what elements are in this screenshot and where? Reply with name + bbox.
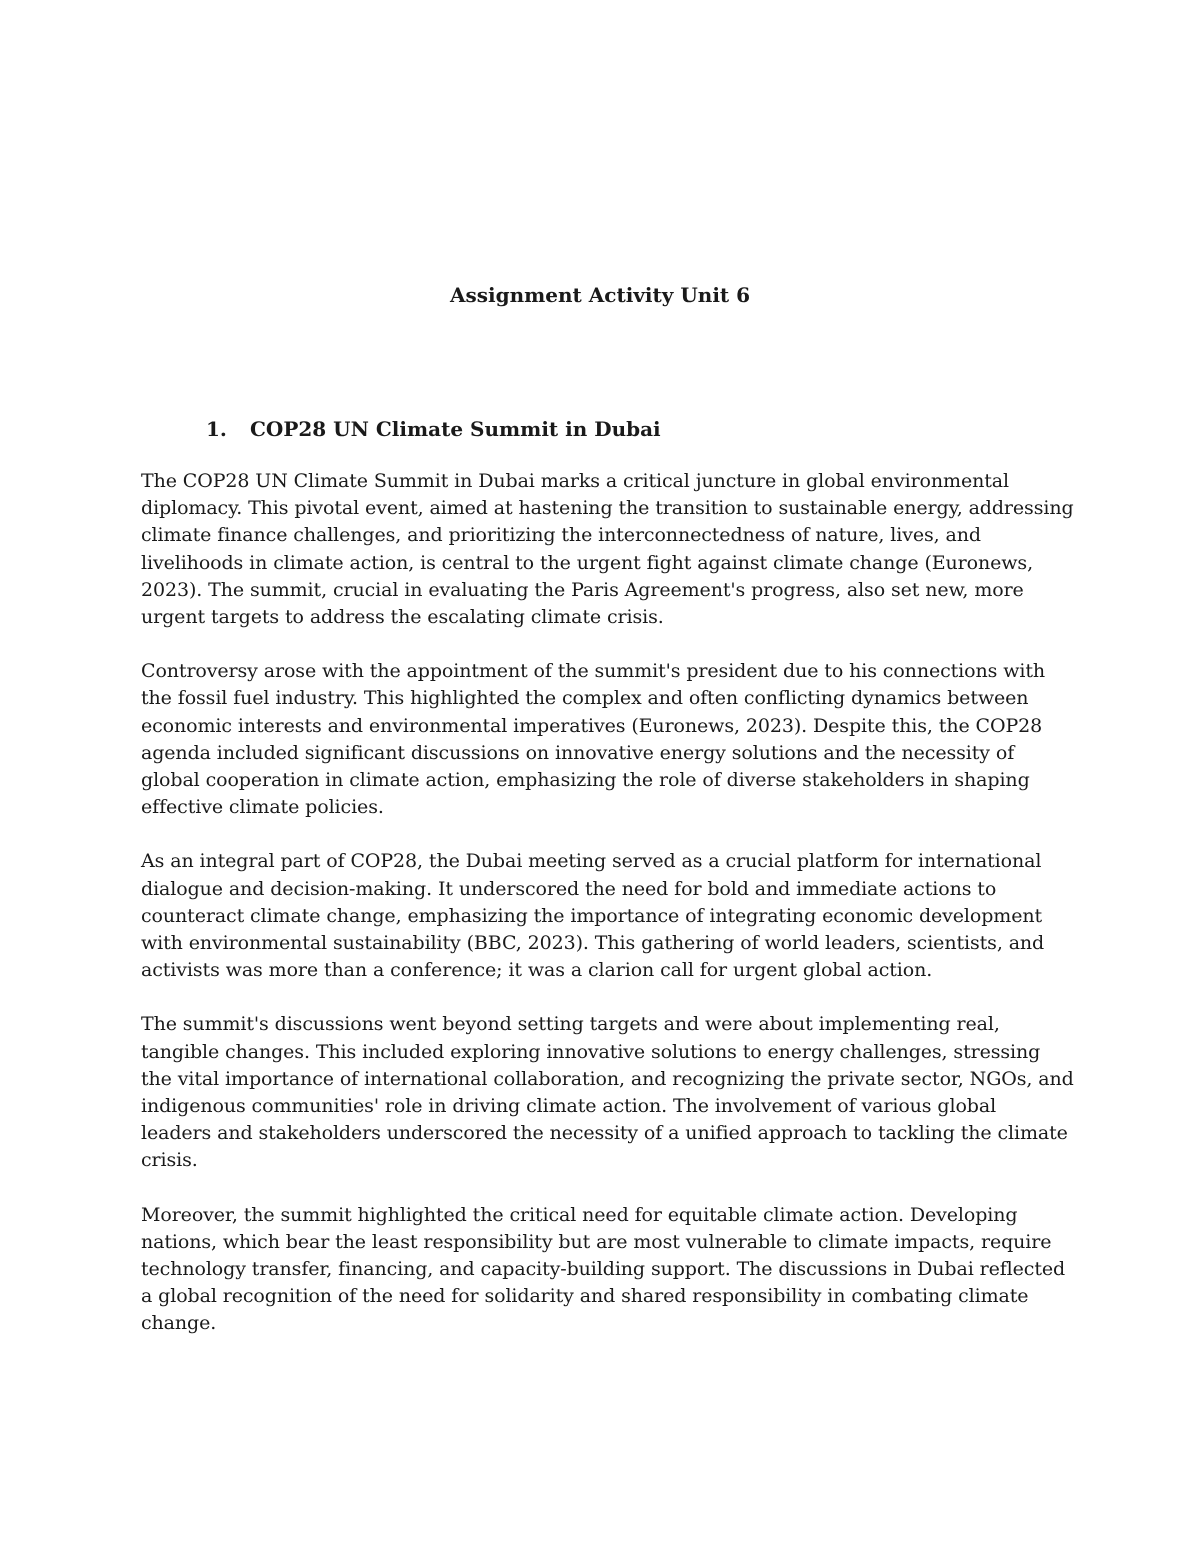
paragraph-line: change. bbox=[141, 1312, 217, 1335]
paragraph bbox=[141, 848, 1071, 984]
paragraph bbox=[141, 658, 1071, 821]
paragraph bbox=[141, 468, 1074, 631]
paragraph-line: livelihoods in climate action, is central to the urgent fight against climate change (Euronews, bbox=[141, 551, 1034, 574]
paragraph-line: economic interests and environmental imperatives (Euronews, 2023). Despite this, the COP28 bbox=[141, 714, 1043, 737]
paragraph-line: The COP28 UN Climate Summit in Dubai marks a critical juncture in global environmental bbox=[141, 470, 1009, 492]
paragraph-line: climate finance challenges, and prioritizing the interconnectedness of nature, lives, and bbox=[141, 524, 981, 547]
paragraph-line: Controversy arose with the appointment of the summit's president due to his connections with bbox=[141, 660, 1046, 683]
paragraph-line: crisis. bbox=[141, 1149, 198, 1172]
paragraph-line: indigenous communities' role in driving climate action. The involvement of various global bbox=[141, 1095, 997, 1118]
paragraph-line: The summit's discussions went beyond setting targets and were about implementing real, bbox=[141, 1013, 1000, 1036]
paragraph-line: activists was more than a conference; it was a clarion call for urgent global action. bbox=[141, 959, 933, 982]
paragraph-line: a global recognition of the need for solidarity and shared responsibility in combating climate bbox=[141, 1285, 1029, 1308]
paragraph-line: dialogue and decision-making. It underscored the need for bold and immediate actions to bbox=[141, 877, 997, 900]
body-text bbox=[141, 468, 1074, 1365]
section-number: 1. bbox=[206, 417, 227, 441]
paragraph-line: Moreover, the summit highlighted the critical need for equitable climate action. Developing bbox=[141, 1203, 1018, 1226]
section-title: COP28 UN Climate Summit in Dubai bbox=[250, 417, 661, 441]
paragraph-line: the vital importance of international collaboration, and recognizing the private sector, NGOs, and bbox=[141, 1067, 1074, 1090]
paragraph-line: agenda included significant discussions on innovative energy solutions and the necessity of bbox=[141, 741, 1015, 764]
paragraph-line: diplomacy. This pivotal event, aimed at hastening the transition to sustainable energy, addressing bbox=[141, 497, 1074, 520]
paragraph-line: global cooperation in climate action, emphasizing the role of diverse stakeholders in shaping bbox=[141, 769, 1030, 792]
paragraph-line: 2023). The summit, crucial in evaluating the Paris Agreement's progress, also set new, more bbox=[141, 578, 1024, 601]
document-title: Assignment Activity Unit 6 bbox=[449, 283, 751, 307]
paragraph bbox=[141, 1202, 1071, 1338]
paragraph-line: counteract climate change, emphasizing the importance of integrating economic development bbox=[141, 904, 1043, 927]
paragraph-line: tangible changes. This included exploring innovative solutions to energy challenges, stressing bbox=[141, 1040, 1041, 1063]
paragraph-line: nations, which bear the least responsibility but are most vulnerable to climate impacts, require bbox=[141, 1230, 1052, 1253]
paragraph-line: the fossil fuel industry. This highlighted the complex and often conflicting dynamics between bbox=[141, 687, 1029, 710]
paragraph-line: urgent targets to address the escalating climate crisis. bbox=[141, 606, 664, 629]
paragraph-line: leaders and stakeholders underscored the necessity of a unified approach to tackling the climate bbox=[141, 1122, 1068, 1145]
paragraph-line: technology transfer, financing, and capacity-building support. The discussions in Dubai reflected bbox=[141, 1258, 1066, 1281]
paragraph-line: effective climate policies. bbox=[141, 796, 384, 819]
paragraph-line: with environmental sustainability (BBC, 2023). This gathering of world leaders, scientists, and bbox=[141, 932, 1045, 955]
paragraph bbox=[141, 1011, 1074, 1174]
section-heading bbox=[206, 416, 661, 443]
paragraph-line: As an integral part of COP28, the Dubai meeting served as a crucial platform for international bbox=[141, 850, 1042, 873]
